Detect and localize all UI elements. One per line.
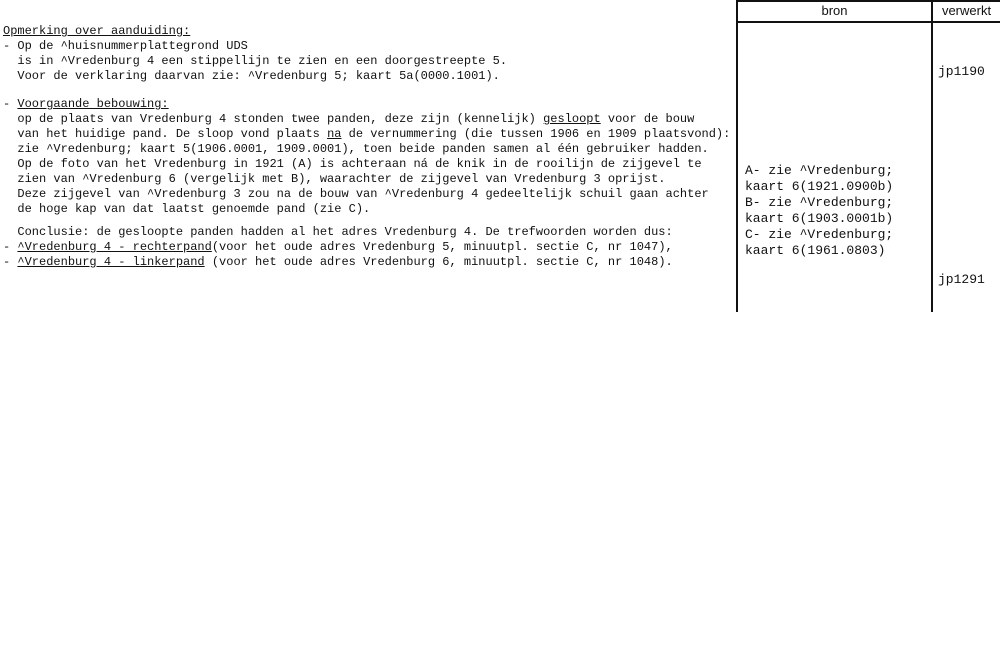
voorgaande-line: Op de foto van het Vredenburg in 1921 (A) is achteraan ná de knik in de rooilijn de zijgevel te bbox=[3, 157, 702, 171]
bron-entry: B- zie ^Vredenburg; bbox=[745, 195, 894, 210]
table-column-divider bbox=[931, 0, 933, 312]
bron-entry: C- zie ^Vredenburg; bbox=[745, 227, 894, 242]
voorgaande-line: zie ^Vredenburg; kaart 5(1906.0001, 1909.0001), toen beide panden samen al één gebruiker hadden. bbox=[3, 142, 709, 156]
column-header-verwerkt: verwerkt bbox=[941, 3, 992, 18]
main-text bbox=[3, 24, 733, 270]
verwerkt-entry: jp1291 bbox=[938, 272, 985, 287]
table-top-border bbox=[737, 0, 1000, 2]
voorgaande-heading: - Voorgaande bebouwing: bbox=[3, 97, 169, 111]
voorgaande-line: op de plaats van Vredenburg 4 stonden twee panden, deze zijn (kennelijk) gesloopt voor de bouw bbox=[3, 112, 695, 126]
conclusie-item-linkerpand: - ^Vredenburg 4 - linkerpand (voor het oude adres Vredenburg 6, minuutpl. sectie C, nr 1048). bbox=[3, 255, 673, 269]
opmerking-heading: Opmerking over aanduiding: bbox=[3, 24, 191, 38]
table-header-divider bbox=[737, 21, 1000, 23]
voorgaande-line: van het huidige pand. De sloop vond plaats na de vernummering (die tussen 1906 en 1909 plaatsvond): bbox=[3, 127, 731, 141]
opmerking-line: is in ^Vredenburg 4 een stippellijn te zien en een doorgestreepte 5. bbox=[3, 54, 508, 68]
opmerking-line: Voor de verklaring daarvan zie: ^Vredenburg 5; kaart 5a(0000.1001). bbox=[3, 69, 500, 83]
opmerking-line: - Op de ^huisnummerplattegrond UDS bbox=[3, 39, 248, 53]
bron-entry: A- zie ^Vredenburg; bbox=[745, 163, 894, 178]
voorgaande-line: de hoge kap van dat laatst genoemde pand (zie C). bbox=[3, 202, 371, 216]
voorgaande-line: zien van ^Vredenburg 6 (vergelijk met B), waarachter de zijgevel van Vredenburg 3 oprijst. bbox=[3, 172, 666, 186]
conclusie-item-rechterpand: - ^Vredenburg 4 - rechterpand(voor het oude adres Vredenburg 5, minuutpl. sectie C, nr 1047), bbox=[3, 240, 673, 254]
bron-entry: kaart 6(1921.0900b) bbox=[745, 179, 894, 194]
bron-column bbox=[745, 163, 931, 259]
bron-entry: kaart 6(1903.0001b) bbox=[745, 211, 894, 226]
verwerkt-entry: jp1190 bbox=[938, 64, 985, 79]
table-left-border bbox=[736, 0, 738, 312]
column-header-bron: bron bbox=[821, 3, 848, 18]
voorgaande-line: Deze zijgevel van ^Vredenburg 3 zou na de bouw van ^Vredenburg 4 gedeeltelijk schuil gaan achter bbox=[3, 187, 709, 201]
bron-entry: kaart 6(1961.0803) bbox=[745, 243, 886, 258]
conclusie-line: Conclusie: de gesloopte panden hadden al het adres Vredenburg 4. De trefwoorden worden dus: bbox=[3, 225, 673, 239]
